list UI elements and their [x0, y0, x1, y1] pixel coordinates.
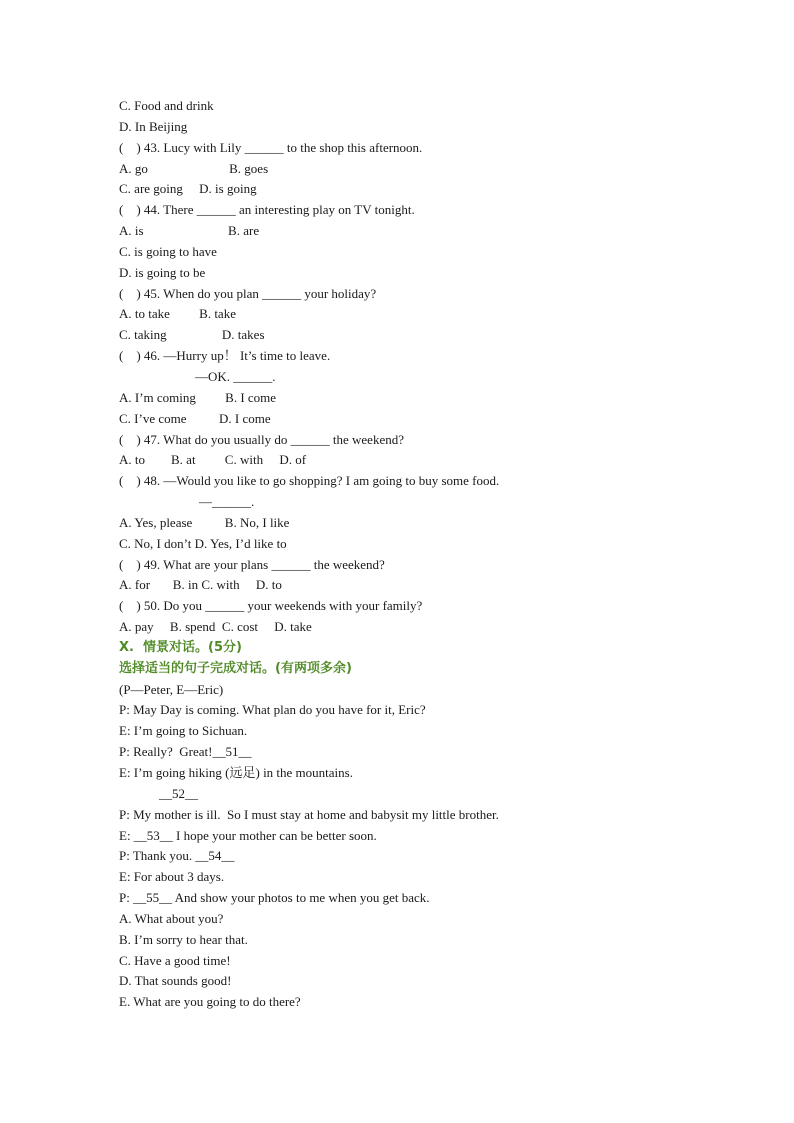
option-line: A. pay B. spend C. cost D. take: [119, 619, 312, 635]
option-line: C. I’ve come D. I come: [119, 410, 271, 426]
option-line: C. are going D. is going: [119, 181, 257, 197]
option-line: C. No, I don’t D. Yes, I’d like to: [119, 535, 287, 551]
dialogue-line: P: Thank you. __54__: [119, 848, 235, 864]
answer-option: B. I’m sorry to hear that.: [119, 931, 248, 947]
exam-text: [119, 96, 719, 1013]
question-44: ( ) 44. There ______ an interesting play on TV tonight.: [119, 202, 415, 218]
dialogue-line: P: Really? Great!__51__: [119, 744, 252, 760]
question-45: ( ) 45. When do you plan ______ your holiday?: [119, 285, 377, 301]
question-50: ( ) 50. Do you ______ your weekends with your family?: [119, 598, 423, 614]
question-43: ( ) 43. Lucy with Lily ______ to the shop this afternoon.: [119, 139, 423, 155]
dialogue-blank: __52__: [159, 785, 198, 801]
dialogue-reply: —______.: [199, 494, 255, 510]
option-line: A. I’m coming B. I come: [119, 389, 277, 405]
section-instruction: 选择适当的句子完成对话。(有两项多余): [119, 660, 352, 676]
answer-option: A. What about you?: [119, 910, 224, 926]
dialogue-line: P: __55__ And show your photos to me when you get back.: [119, 890, 430, 906]
option-line: D. In Beijing: [119, 118, 188, 134]
dialogue-line: E: For about 3 days.: [119, 869, 225, 885]
option-line: A. to take B. take: [119, 306, 236, 322]
question-49: ( ) 49. What are your plans ______ the weekend?: [119, 556, 385, 572]
question-48: ( ) 48. —Would you like to go shopping? I am going to buy some food.: [119, 473, 500, 489]
dialogue-line: E: I’m going hiking (远足) in the mountains.: [119, 765, 353, 780]
option-line: A. go B. goes: [119, 160, 269, 176]
dialogue-line: P: My mother is ill. So I must stay at home and babysit my little brother.: [119, 806, 499, 822]
option-line: A. Yes, please B. No, I like: [119, 514, 290, 530]
question-46: ( ) 46. —Hurry up！ It’s time to leave.: [119, 348, 331, 364]
question-47: ( ) 47. What do you usually do ______ the weekend?: [119, 431, 404, 447]
answer-option: C. Have a good time!: [119, 952, 231, 968]
option-line: D. is going to be: [119, 264, 206, 280]
option-line: C. Food and drink: [119, 98, 214, 113]
dialogue-line: P: May Day is coming. What plan do you have for it, Eric?: [119, 702, 426, 718]
answer-option: D. That sounds good!: [119, 973, 232, 989]
dialogue-reply: —OK. ______.: [195, 368, 276, 384]
option-line: A. for B. in C. with D. to: [119, 577, 282, 593]
section-heading: X. 情景对话。(5分): [119, 639, 242, 655]
dialogue-line: E: I’m going to Sichuan.: [119, 723, 248, 739]
dialogue-speakers: (P—Peter, E—Eric): [119, 681, 224, 697]
option-line: A. is B. are: [119, 223, 260, 239]
option-line: C. is going to have: [119, 243, 217, 259]
dialogue-line: E: __53__ I hope your mother can be better soon.: [119, 827, 377, 843]
option-line: C. taking D. takes: [119, 327, 265, 343]
answer-option: E. What are you going to do there?: [119, 994, 301, 1010]
option-line: A. to B. at C. with D. of: [119, 452, 307, 468]
